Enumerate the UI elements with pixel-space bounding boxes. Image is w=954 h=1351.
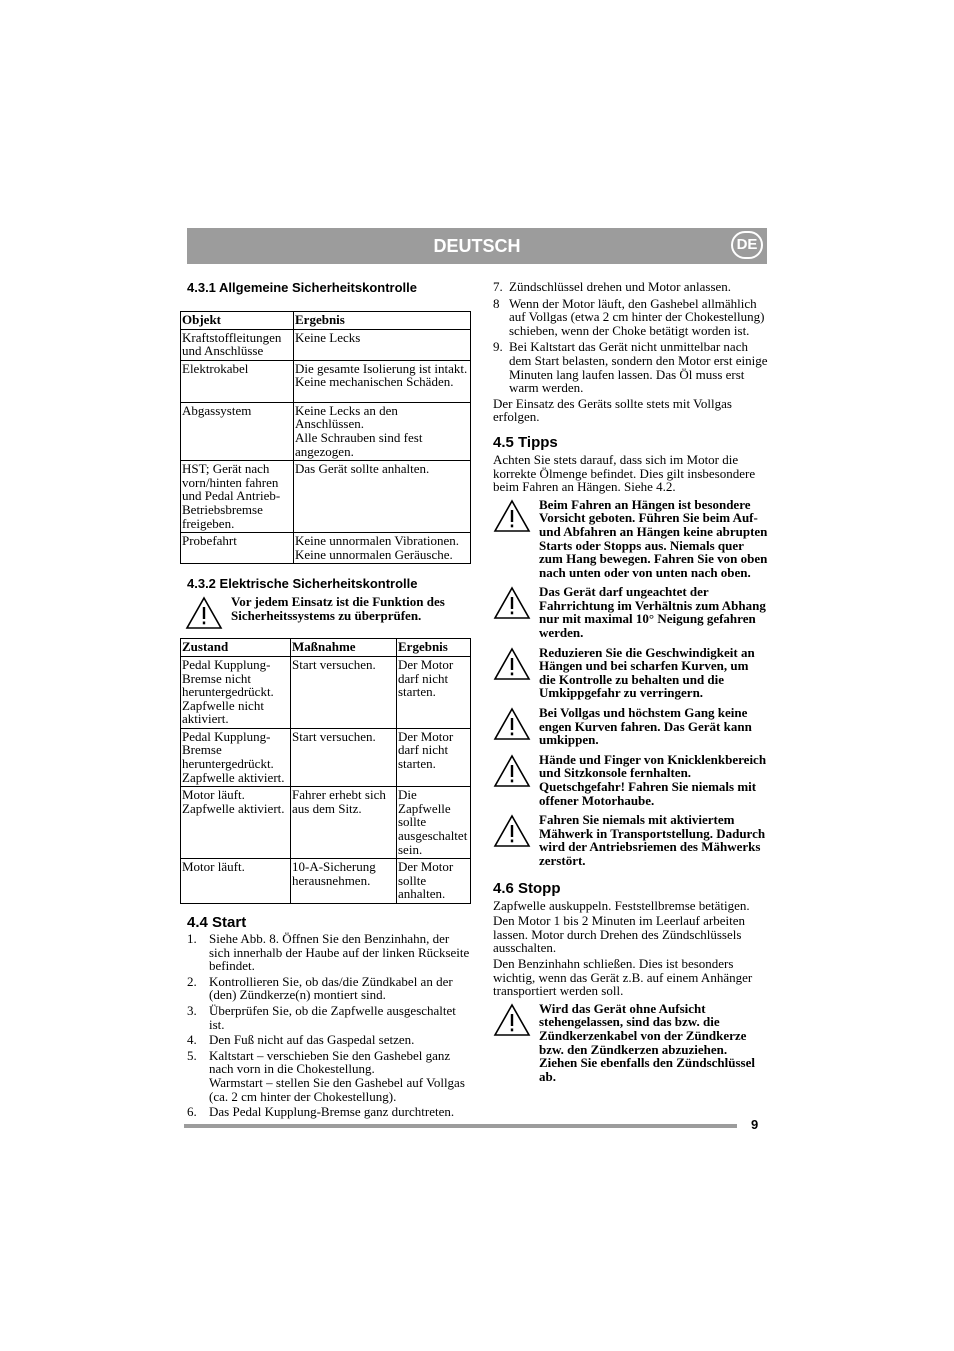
list-item (187, 975, 471, 1002)
start-steps-list-continued (493, 280, 768, 395)
table-cell: Elektrokabel (182, 360, 249, 376)
list-number: 3. (187, 1002, 197, 1018)
list-text: Bei Kaltstart das Gerät nicht unmittelbar nach dem Start belasten, sondern den Motor erst einige Minuten lang laufen lassen. Das Öl muss erst warm werden. (509, 339, 768, 396)
heading-4-5: 4.5 Tipps (493, 433, 558, 451)
table-cell: Der Motor sollte anhalten. (398, 859, 454, 902)
list-number: 1. (187, 931, 197, 946)
table-cell: Keine Lecks (295, 329, 361, 345)
warning-triangle-icon (493, 586, 531, 620)
list-item (187, 1004, 471, 1031)
warning-block (493, 498, 768, 580)
table-header: Ergebnis (294, 312, 471, 330)
warning-triangle-icon (493, 754, 531, 788)
electrical-safety-table (180, 638, 471, 904)
page-number: 9 (751, 1117, 759, 1132)
list-item (493, 340, 768, 394)
warning-text: Reduzieren Sie die Geschwindigkeit an Hängen und bei scharfen Kurven, um die Kontrolle zu behalten und die Umkippgefahr zu verringern. (539, 644, 755, 701)
table-row (181, 329, 471, 360)
paragraph: Den Motor 1 bis 2 Minuten im Leerlauf arbeiten lassen. Motor durch Drehen des Zündschlüssels ausschalten. (493, 913, 745, 956)
warning-block (493, 646, 768, 700)
warning-block (493, 1002, 768, 1084)
table-row (181, 461, 471, 533)
warning-triangle-icon (493, 1003, 531, 1037)
warning-triangle-icon (493, 814, 531, 848)
list-number: 8 (493, 295, 500, 311)
table-row (181, 360, 471, 402)
warning-triangle-icon (185, 596, 223, 630)
table-cell: Das Gerät sollte anhalten. (295, 461, 430, 477)
list-text: Das Pedal Kupplung-Bremse ganz durchtreten. (209, 1104, 455, 1120)
warning-block (493, 585, 768, 639)
general-safety-table (180, 311, 471, 564)
table-cell: 10-A-Sicherung herausnehmen. (292, 859, 376, 888)
paragraph: Zapfwelle auskuppeln. Feststellbremse betätigen. (493, 897, 750, 913)
list-number: 9. (493, 339, 503, 355)
table-cell: Start versuchen. (292, 728, 376, 744)
table-cell: Der Motor darf nicht starten. (398, 656, 454, 700)
table-cell: Motor läuft. Zapfwelle aktiviert. (182, 787, 285, 816)
table-row (181, 656, 471, 728)
table-cell: Keine Lecks an den Anschlüssen. Alle Schrauben sind fest angezogen. (295, 402, 423, 459)
table-header: Maßnahme (291, 639, 397, 657)
table-header: Objekt (181, 312, 294, 330)
list-number: 7. (493, 279, 503, 294)
list-item (187, 1105, 471, 1119)
warning-block (493, 813, 768, 867)
table-cell: Pedal Kupplung-Bremse nicht heruntergedrückt. Zapfwelle nicht aktiviert. (182, 656, 274, 727)
heading-4-3-1: 4.3.1 Allgemeine Sicherheitskontrolle (187, 280, 417, 295)
table-cell: Kraftstoffleitungen und Anschlüsse (182, 329, 282, 359)
table-row (181, 787, 471, 859)
list-text: Siehe Abb. 8. Öffnen Sie den Benzinhahn, der sich innerhalb der Haube auf der linken Rückseite befindet. (209, 931, 470, 974)
table-cell: Start versuchen. (292, 656, 376, 672)
warning-text: Beim Fahren an Hängen ist besondere Vorsicht geboten. Führen Sie beim Auf- und Abfahren an Hängen keine abrupten Starts oder Stopps aus. Niemals quer zum Hang bewegen. Fahren Sie von oben nach unten oder von unten nach oben. (539, 496, 768, 580)
warning-triangle-icon (493, 647, 531, 681)
banner-title: DEUTSCH (433, 236, 521, 256)
table-cell: Probefahrt (182, 533, 237, 549)
table-cell: Abgassystem (182, 402, 252, 418)
table-row (181, 859, 471, 904)
heading-4-3-2: 4.3.2 Elektrische Sicherheitskontrolle (187, 576, 418, 592)
language-badge: DE (731, 231, 763, 259)
list-item (187, 1049, 471, 1103)
list-text: Den Fuß nicht auf das Gaspedal setzen. (209, 1032, 415, 1048)
warning-block (493, 706, 768, 747)
right-column (493, 280, 768, 1083)
table-row (181, 533, 471, 564)
table-cell: Die gesamte Isolierung ist intakt. Keine mechanischen Schäden. (295, 360, 468, 390)
table-cell: Fahrer erhebt sich aus dem Sitz. (292, 787, 386, 816)
start-closing-text: Der Einsatz des Geräts sollte stets mit Vollgas erfolgen. (493, 395, 732, 425)
language-banner (187, 228, 767, 264)
list-number: 5. (187, 1047, 197, 1063)
table-row (181, 402, 471, 460)
warning-block (493, 753, 768, 807)
table-cell: Der Motor darf nicht starten. (398, 728, 454, 772)
heading-4-6: 4.6 Stopp (493, 879, 561, 897)
list-text: Wenn der Motor läuft, den Gashebel allmählich auf Vollgas (etwa 2 cm hinter der Chokestellung) schieben, wenn der Choke betätigt worden ist. (509, 295, 765, 338)
table-header: Zustand (181, 639, 291, 657)
warning-text: Hände und Finger von Knicklenkbereich und Sitzkonsole fernhalten. Quetschgefahr! Fahren Sie niemals mit offener Motorhaube. (539, 751, 767, 808)
start-steps-list (180, 932, 471, 1119)
table-cell: Motor läuft. (182, 859, 245, 875)
warning-text: Wird das Gerät ohne Aufsicht stehengelassen, sind das bzw. die Zündkerzenkabel von der Zündkerze bzw. den Zündkerzen abzuziehen. Ziehen Sie ebenfalls den Zündschlüssel ab. (539, 1000, 755, 1084)
list-item (493, 297, 768, 338)
list-number: 4. (187, 1032, 197, 1048)
list-text: Kaltstart – verschieben Sie den Gashebel ganz nach vorn in die Chokestellung. Warmstart – stellen Sie den Gashebel auf Vollgas (ca. 2 cm hinter der Chokestellung). (209, 1047, 465, 1104)
list-number: 6. (187, 1104, 197, 1120)
table-header: Ergebnis (397, 639, 471, 657)
list-item (187, 1033, 471, 1047)
table-cell: HST; Gerät nach vorn/hinten fahren und Pedal Antrieb-Betriebsbremse freigeben. (182, 461, 281, 531)
list-text: Kontrollieren Sie, ob das/die Zündkabel an der (den) Zündkerze(n) montiert sind. (209, 973, 453, 1003)
list-text: Überprüfen Sie, ob die Zapfwelle ausgeschaltet ist. (209, 1002, 456, 1032)
warning-text: Vor jedem Einsatz ist die Funktion des Sicherheitssystems zu überprüfen. (231, 594, 445, 623)
left-column (180, 280, 471, 1119)
warning-text: Fahren Sie niemals mit aktiviertem Mähwerk in Transportstellung. Dadurch wird der Antriebsriemen des Mähwerks zerstört. (539, 812, 766, 868)
list-item (187, 932, 471, 973)
paragraph: Den Benzinhahn schließen. Dies ist besonders wichtig, wenn das Gerät z.B. auf einem Anhänger transportiert werden soll. (493, 955, 753, 999)
footer-rule (184, 1124, 737, 1128)
table-cell: Die Zapfwelle sollte ausgeschaltet sein. (398, 787, 468, 857)
list-number: 2. (187, 973, 197, 989)
table-cell: Keine unnormalen Vibrationen. Keine unnormalen Geräusche. (295, 533, 459, 562)
table-row (181, 728, 471, 786)
warning-text: Bei Vollgas und höchstem Gang keine engen Kurven fahren. Das Gerät kann umkippen. (539, 705, 752, 748)
warning-text: Das Gerät darf ungeachtet der Fahrrichtung im Verhältnis zum Abhang nur mit maximal 10° Neigung gefahren werden. (539, 584, 766, 641)
heading-4-4: 4.4 Start (187, 914, 247, 931)
list-text: Zündschlüssel drehen und Motor anlassen. (509, 279, 732, 294)
warning-block (180, 595, 471, 630)
warning-triangle-icon (493, 499, 531, 533)
tips-intro: Achten Sie stets darauf, dass sich im Motor die korrekte Ölmenge befindet. Dies gilt insbesondere beim Fahren an Hängen. Siehe 4.2. (493, 451, 756, 495)
list-item (493, 280, 768, 294)
table-cell: Pedal Kupplung-Bremse heruntergedrückt. Zapfwelle aktiviert. (182, 728, 285, 785)
warning-triangle-icon (493, 707, 531, 741)
